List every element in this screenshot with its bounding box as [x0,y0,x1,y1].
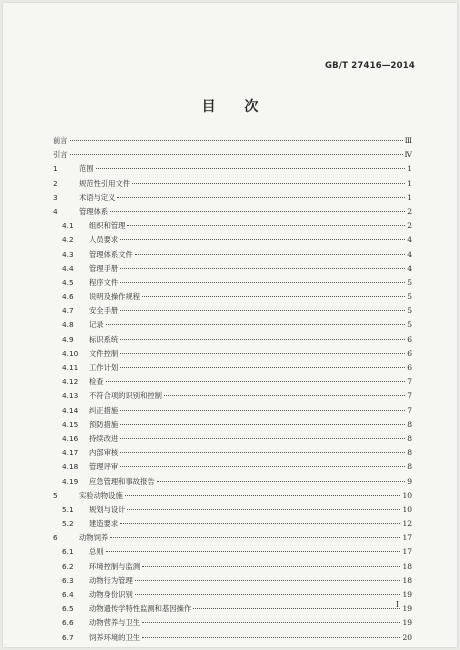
toc-entry-page: 4 [407,263,412,273]
toc-entry-page: 17 [402,547,412,557]
toc-entry[interactable] [53,477,412,491]
dot-leader [120,339,405,340]
toc-entry[interactable] [53,420,412,434]
toc-entry-label: 不符合项的识别和控制 [89,391,162,401]
toc-entry[interactable] [53,618,412,632]
toc-entry[interactable] [53,391,412,405]
toc-entry-number: 4.16 [62,433,79,443]
toc-entry[interactable] [53,150,412,164]
toc-entry-page: 19 [402,590,412,599]
toc-entry-number: 6.1 [62,547,74,557]
toc-entry-label: 建造要求 [89,519,119,529]
toc-entry-number: 5.2 [62,519,74,529]
dot-leader [120,424,405,425]
dot-leader [120,367,405,368]
dot-leader [127,225,405,226]
toc-entry[interactable] [53,562,412,576]
toc-entry-page: 7 [407,391,412,401]
toc-entry-label: 纠正措施 [89,405,119,415]
standard-number: GB/T 27416—2014 [324,61,415,71]
toc-entry-label: 说明及操作规程 [89,292,141,302]
toc-entry[interactable] [53,179,412,193]
toc-entry-number: 4.3 [62,249,74,259]
toc-entry-page: 12 [402,519,412,529]
toc-entry[interactable] [53,235,412,249]
toc-entry-page: 5 [407,292,412,302]
toc-entry-number: 6.4 [62,590,74,599]
toc-entry[interactable] [53,306,412,320]
toc-entry-page: 8 [407,419,412,429]
dot-leader [120,523,400,524]
toc-entry[interactable] [53,576,412,590]
toc-entry-number: 6.2 [62,561,74,571]
toc-entry-label: 动物行为管理 [89,575,133,585]
dot-leader [135,254,405,255]
toc-entry-number: 4.10 [62,348,79,358]
toc-entry-number: 4.17 [62,448,79,458]
toc-entry-label: 前言 [53,136,68,145]
toc-entry[interactable] [53,320,412,334]
dot-leader [135,580,401,581]
dot-leader [110,211,405,212]
toc-entry[interactable] [53,349,412,363]
dot-leader [120,268,405,269]
toc-entry-number: 6.6 [62,618,74,628]
toc-entry-number: 4.11 [62,363,79,372]
toc-entry-label: 动物营养与卫生 [89,618,141,628]
toc-entry-page: 7 [407,405,412,415]
dot-leader [142,566,400,567]
toc-entry-number: 6.5 [62,604,74,614]
dot-leader [157,481,406,482]
toc-entry[interactable] [53,292,412,306]
toc-entry-number: 4.2 [62,235,74,245]
toc-entry-label: 实验动物设施 [79,490,123,500]
toc-entry-page: 6 [407,348,412,358]
toc-entry-label: 引言 [53,150,68,160]
toc-entry-label: 规范性引用文件 [79,178,131,188]
toc-entry-label: 持续改进 [89,433,119,443]
dot-leader [193,608,400,609]
dot-leader [120,239,405,240]
toc-entry-label: 术语与定义 [79,192,116,202]
toc-entry-page: 7 [407,377,412,387]
toc-entry-number: 4.14 [62,405,79,415]
toc-entry[interactable] [53,533,412,547]
toc-entry-page: 8 [407,433,412,443]
toc-entry[interactable] [53,547,412,561]
toc-entry-page: 8 [407,448,412,458]
dot-leader [142,622,400,623]
dot-leader [120,310,405,311]
dot-leader [106,381,406,382]
toc-entry-page: 4 [407,235,412,245]
toc-entry-label: 动物遗传学特性监测和基因操作 [89,604,192,614]
toc-entry-page: 20 [402,632,412,642]
toc-entry[interactable] [53,193,412,207]
toc-entry-page: 5 [407,320,412,330]
toc-entry-number: 4.18 [62,462,79,472]
dot-leader [120,410,405,411]
dot-leader [120,438,405,439]
dot-leader [70,154,403,155]
toc-entry[interactable] [53,590,412,604]
toc-entry-number: 4.12 [62,377,79,387]
dot-leader [110,537,400,538]
toc-entry-page: 8 [407,462,412,472]
toc-entry-label: 环境控制与监测 [89,561,141,571]
dot-leader [120,466,405,467]
document-page [3,3,457,647]
toc-entry-page: 19 [402,604,412,614]
toc-entry[interactable] [53,519,412,533]
dot-leader [120,353,405,354]
dot-leader [142,637,400,638]
toc-entry-label: 总则 [89,547,104,557]
toc-entry[interactable] [53,633,412,647]
toc-entry-page: 10 [402,490,412,500]
toc-entry-label: 管理体系 [79,206,109,216]
toc-entry-label: 预防措施 [89,419,119,429]
toc-entry-label: 记录 [89,320,104,330]
toc-entry-label: 安全手册 [89,306,119,316]
toc-entry-number: 4.5 [62,277,74,287]
toc-entry-number: 5.1 [62,504,74,514]
toc-entry-page: 10 [402,504,412,514]
toc-entry-number: 4.15 [62,419,79,429]
dot-leader [106,551,401,552]
toc-entry-number: 1 [53,164,58,174]
dot-leader [142,296,405,297]
toc-entry-number: 4.8 [62,320,74,330]
toc-entry-page: 6 [407,334,412,344]
toc-entry-label: 范围 [79,164,94,174]
toc-entry-label: 人员要求 [89,235,119,245]
toc-entry[interactable] [53,335,412,349]
toc-entry-page: 2 [407,221,412,231]
toc-entry-label: 动物饲养 [79,533,109,543]
toc-entry-page: 6 [407,363,412,372]
toc-entry-label: 管理手册 [89,263,119,273]
toc-entry-number: 4.7 [62,306,74,316]
toc-entry-page: 18 [402,575,412,585]
dot-leader [120,282,405,283]
toc-entry[interactable] [53,505,412,519]
table-of-contents [53,136,412,647]
dot-leader [96,168,406,169]
toc-entry-page: 1 [407,178,412,188]
toc-entry[interactable] [53,406,412,420]
toc-entry-label: 检查 [89,377,104,387]
dot-leader [117,197,405,198]
toc-entry[interactable] [53,491,412,505]
toc-entry-number: 4.13 [62,391,79,401]
toc-entry-page: 2 [407,206,412,216]
toc-entry[interactable] [53,221,412,235]
toc-entry-number: 6 [53,533,58,543]
toc-entry-label: 管理体系文件 [89,249,133,259]
toc-entry[interactable] [53,264,412,278]
toc-entry[interactable] [53,434,412,448]
page-number: Ⅰ [395,600,399,609]
toc-entry-page: 18 [402,561,412,571]
toc-entry[interactable] [53,448,412,462]
toc-entry-label: 规划与设计 [89,504,126,514]
toc-entry-label: 组织和管理 [89,221,126,231]
dot-leader [135,594,401,595]
toc-entry-label: 工作计划 [89,363,119,372]
toc-entry-label: 文件控制 [89,348,119,358]
toc-entry-number: 4.6 [62,292,74,302]
toc-entry-label: 管理评审 [89,462,119,472]
toc-entry[interactable] [53,164,412,178]
toc-entry-number: 6.3 [62,575,74,585]
toc-entry-label: 饲养环境的卫生 [89,632,141,642]
toc-entry-number: 4.1 [62,221,74,231]
toc-entry-number: 4.9 [62,334,74,344]
toc-entry-number: 6.7 [62,632,74,642]
dot-leader [125,495,401,496]
toc-entry[interactable] [53,136,412,150]
dot-leader [127,509,400,510]
toc-entry-number: 2 [53,178,58,188]
dot-leader [164,395,405,396]
toc-entry-number: 5 [53,490,58,500]
toc-entry-number: 3 [53,192,58,202]
toc-entry-label: 应急管理和事故报告 [89,476,155,486]
toc-entry-number: 4 [53,206,58,216]
toc-entry[interactable] [53,363,412,377]
toc-entry-page: 5 [407,277,412,287]
toc-entry-label: 标识系统 [89,334,119,344]
toc-entry-page: 19 [402,618,412,628]
toc-entry-page: 1 [407,164,412,174]
dot-leader [70,140,403,141]
toc-entry-label: 程序文件 [89,277,119,287]
toc-entry-label: 动物身份识别 [89,590,133,599]
toc-entry[interactable] [53,207,412,221]
toc-entry-page: 17 [402,533,412,543]
toc-entry-page: Ⅳ [404,150,412,160]
toc-entry-page: 9 [407,476,412,486]
dot-leader [106,324,406,325]
toc-entry-page: Ⅲ [404,136,412,145]
dot-leader [132,183,405,184]
toc-entry[interactable] [53,278,412,292]
toc-entry[interactable] [53,604,412,618]
toc-entry[interactable] [53,250,412,264]
toc-entry-number: 4.4 [62,263,74,273]
page-title: 目 次 [201,99,271,115]
dot-leader [120,452,405,453]
toc-entry-number: 4.19 [62,476,79,486]
toc-entry[interactable] [53,462,412,476]
toc-entry-label: 内部审核 [89,448,119,458]
toc-entry[interactable] [53,377,412,391]
toc-entry-page: 4 [407,249,412,259]
toc-entry-page: 1 [407,192,412,202]
toc-entry-page: 5 [407,306,412,316]
